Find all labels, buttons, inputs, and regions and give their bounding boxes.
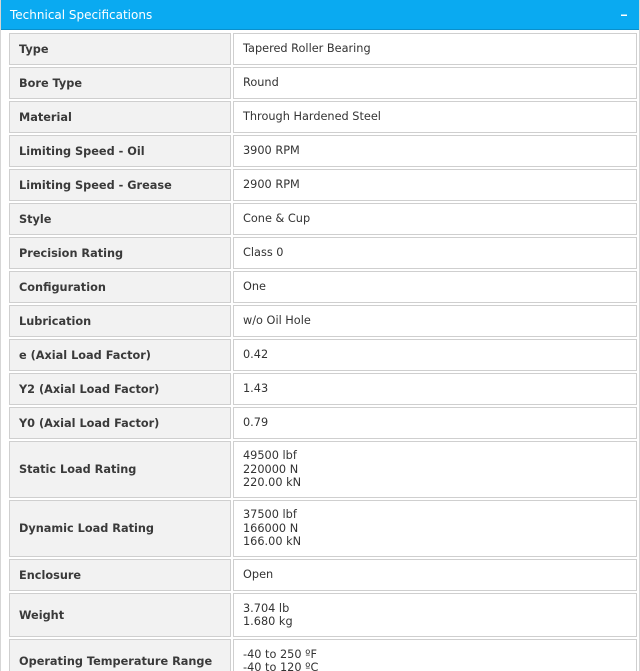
spec-label: Limiting Speed - Grease <box>9 169 231 201</box>
spec-label: Style <box>9 203 231 235</box>
spec-value-line: w/o Oil Hole <box>243 314 311 328</box>
spec-label: Weight <box>9 593 231 637</box>
table-row <box>9 237 637 269</box>
spec-label: Configuration <box>9 271 231 303</box>
spec-value-line: 1.680 kg <box>243 615 293 628</box>
table-row <box>9 271 637 303</box>
minus-icon[interactable] <box>619 10 629 20</box>
spec-label: e (Axial Load Factor) <box>9 339 231 371</box>
spec-label: Operating Temperature Range <box>9 639 231 671</box>
spec-label: Bore Type <box>9 67 231 99</box>
spec-label: Type <box>9 33 231 65</box>
table-row <box>9 559 637 591</box>
spec-value-line: 166.00 kN <box>243 535 302 549</box>
table-row <box>9 135 637 167</box>
table-row <box>9 407 637 439</box>
spec-value-line: 2900 RPM <box>243 178 300 192</box>
spec-value-line: Through Hardened Steel <box>243 110 381 124</box>
spec-value-line: Tapered Roller Bearing <box>243 42 371 56</box>
spec-value <box>233 407 637 439</box>
spec-value <box>233 271 637 303</box>
spec-value <box>233 373 637 405</box>
spec-value-line: Round <box>243 76 279 90</box>
spec-value <box>233 441 637 498</box>
spec-value-line: 1.43 <box>243 382 269 396</box>
spec-value-line: -40 to 120 ºC <box>243 661 319 671</box>
spec-label: Dynamic Load Rating <box>9 500 231 557</box>
spec-value <box>233 305 637 337</box>
spec-value-line: 0.79 <box>243 416 269 430</box>
spec-value <box>233 203 637 235</box>
spec-value <box>233 559 637 591</box>
table-row <box>9 373 637 405</box>
spec-label: Lubrication <box>9 305 231 337</box>
table-row <box>9 639 637 671</box>
spec-value <box>233 639 637 671</box>
spec-value <box>233 169 637 201</box>
spec-value-line: One <box>243 280 267 294</box>
spec-value <box>233 33 637 65</box>
table-row <box>9 305 637 337</box>
spec-value-line: 0.42 <box>243 348 269 362</box>
spec-value <box>233 339 637 371</box>
spec-label: Y2 (Axial Load Factor) <box>9 373 231 405</box>
table-row <box>9 33 637 65</box>
panel-header[interactable] <box>1 0 639 30</box>
spec-value <box>233 500 637 557</box>
spec-value-line: Class 0 <box>243 246 284 260</box>
spec-value-line: 3.704 lb <box>243 601 290 615</box>
table-row <box>9 441 637 498</box>
spec-value-line: 220.00 kN <box>243 476 302 490</box>
panel-title: Technical Specifications <box>10 8 153 22</box>
spec-value <box>233 101 637 133</box>
specifications-table <box>7 31 639 671</box>
spec-value-line: 37500 lbf <box>243 508 297 522</box>
table-row <box>9 593 637 637</box>
spec-value-line: 49500 lbf <box>243 449 297 463</box>
spec-label: Limiting Speed - Oil <box>9 135 231 167</box>
spec-value-line: 3900 RPM <box>243 144 300 158</box>
table-row <box>9 203 637 235</box>
table-row <box>9 101 637 133</box>
spec-label: Precision Rating <box>9 237 231 269</box>
spec-value-line: 220000 N <box>243 462 299 476</box>
table-row <box>9 169 637 201</box>
spec-value <box>233 593 637 637</box>
spec-label: Enclosure <box>9 559 231 591</box>
spec-value <box>233 135 637 167</box>
spec-value-line: -40 to 250 ºF <box>243 647 317 661</box>
spec-value <box>233 237 637 269</box>
table-row <box>9 500 637 557</box>
spec-value-line: Open <box>243 568 274 582</box>
table-row <box>9 67 637 99</box>
spec-label: Static Load Rating <box>9 441 231 498</box>
spec-value-line: Cone & Cup <box>243 212 311 226</box>
spec-value-line: 166000 N <box>243 521 299 535</box>
table-row <box>9 339 637 371</box>
spec-label: Y0 (Axial Load Factor) <box>9 407 231 439</box>
spec-label: Material <box>9 101 231 133</box>
spec-value <box>233 67 637 99</box>
